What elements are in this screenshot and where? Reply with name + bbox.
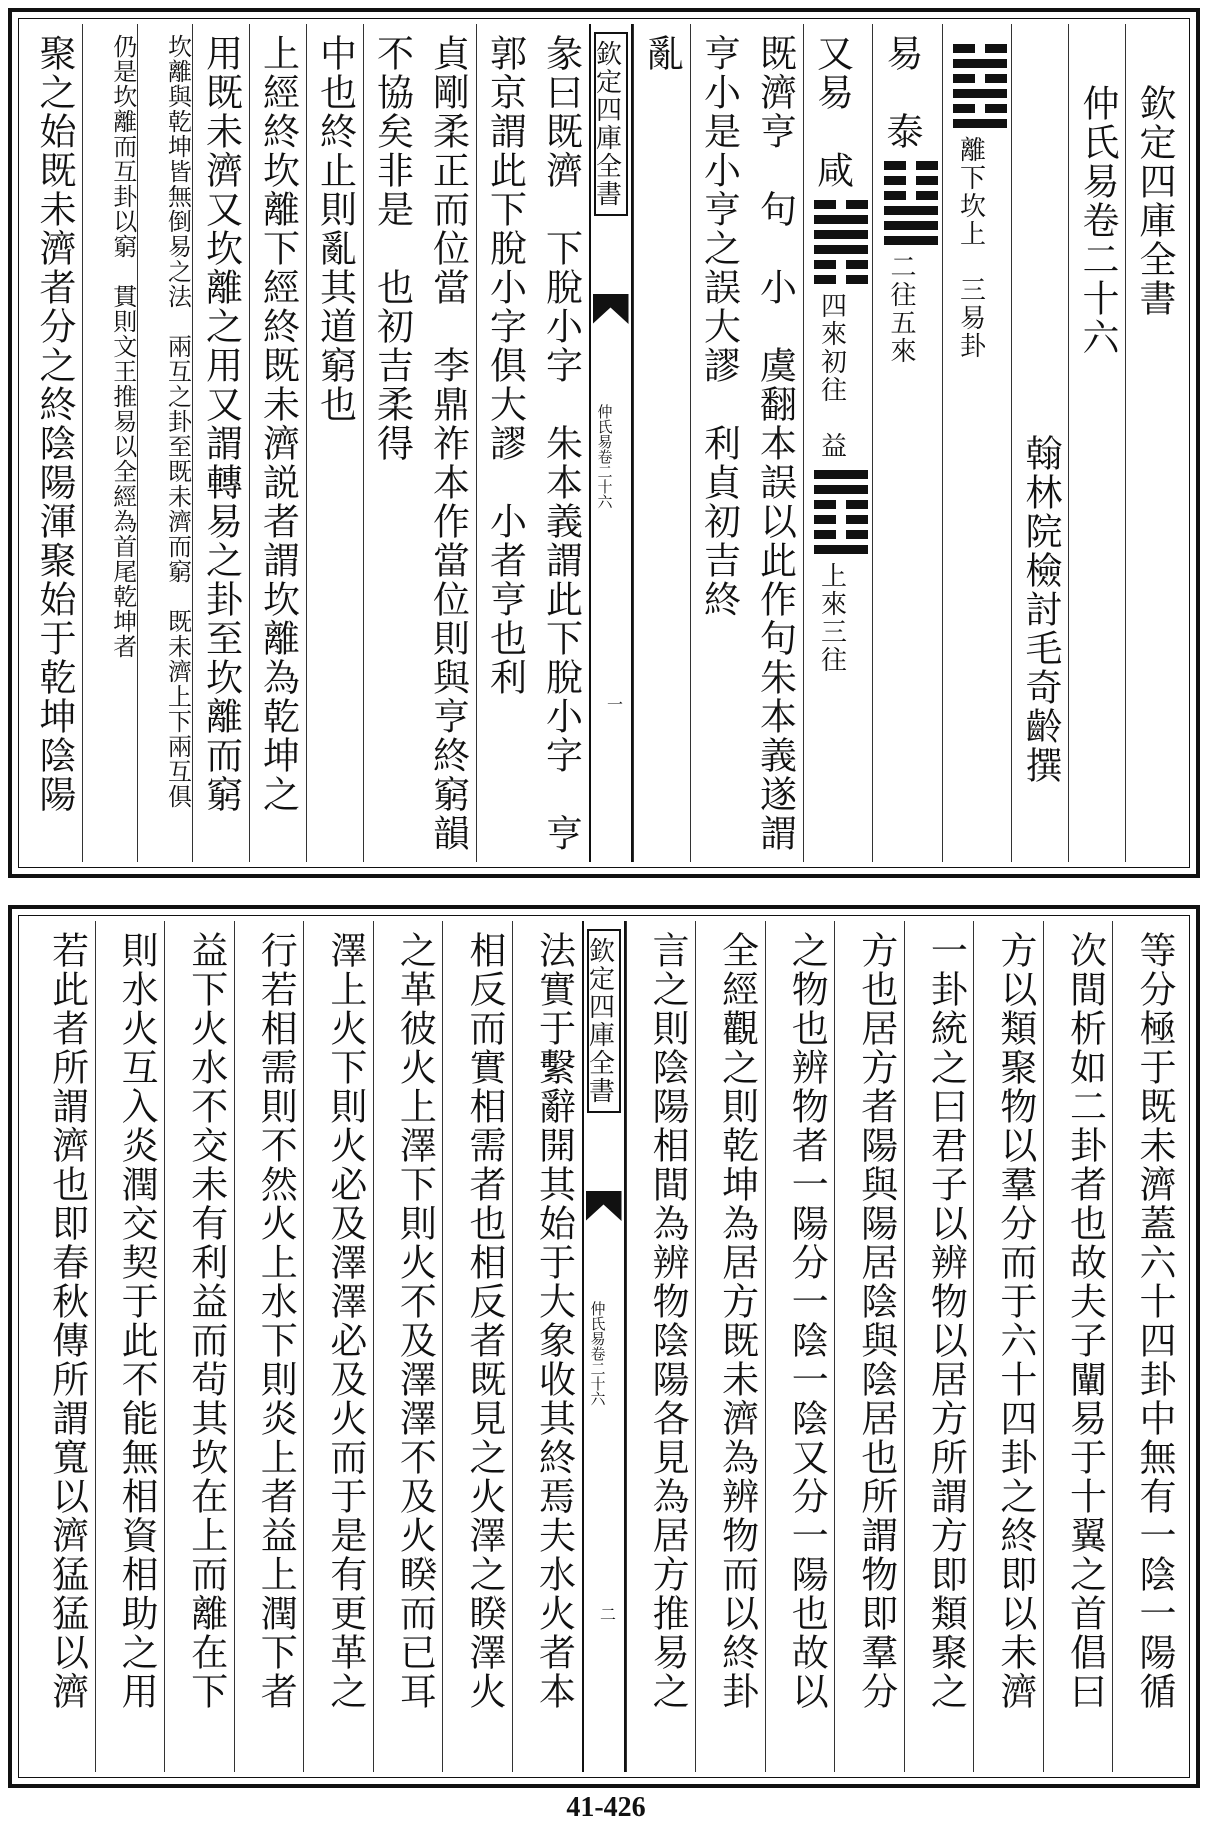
text-column: 若此者所謂濟也即春秋傳所謂寬以濟猛猛以濟	[45, 931, 89, 1711]
text-column: 之革彼火上澤下則火不及澤澤不及火睽而已耳	[373, 921, 443, 1772]
text-column: 翰林院檢討毛奇齡撰	[1011, 24, 1068, 862]
text-columns-top	[26, 24, 1182, 892]
gutter-page-number: 二	[597, 1606, 617, 1622]
text-columns-bottom	[26, 921, 1182, 1772]
text-column: 益下火水不交未有利益而茍其坎在上而離在下	[164, 921, 234, 1772]
gutter-volume: 仲氏易卷二十六	[588, 1301, 607, 1406]
column-text: 易 泰	[880, 34, 923, 151]
text-column: 等分極于既未濟蓋六十四卦中無有一陰一陽循	[1112, 921, 1182, 1772]
text-column: 中也終止則亂其道窮也	[306, 24, 363, 862]
gutter-volume: 仲氏易卷二十六	[595, 404, 614, 509]
text-column: 行若相需則不然火上水下則炎上者益上潤下者	[234, 921, 304, 1772]
center-gutter	[582, 921, 626, 1772]
hexagram-note: 離下坎上 三易卦	[955, 136, 986, 360]
text-column: 聚之始既未濟者分之終陰陽渾聚始于乾坤陰陽	[33, 34, 76, 814]
text-column	[872, 24, 942, 862]
center-gutter	[589, 24, 633, 862]
hexagram-note: 二往五來	[886, 253, 916, 365]
hexagram-icon	[810, 466, 872, 556]
text-column: 次間析如二卦者也故夫子闡易于十翼之首倡曰	[1043, 921, 1113, 1772]
text-column: 貞剛柔正而位當 李鼎祚本作當位則與亨終窮韻不協矣非是 也初吉柔得	[363, 24, 476, 862]
text-column: 之物也辨物者一陽分一陰一陰又分一陽也故以	[765, 921, 835, 1772]
fish-tail-mark	[593, 294, 629, 324]
text-column: 上經終坎離下經終既未濟説者謂坎離為乾坤之	[249, 24, 306, 862]
text-column: 坎離與乾坤皆無倒易之法 兩互之卦至既未濟而窮 既未濟上下兩互俱	[137, 24, 192, 862]
text-column: 方以類聚物以羣分而于六十四卦之終即以未濟	[973, 921, 1043, 1772]
text-column: 則水火互入炎潤交契于此不能無相資相助之用	[95, 921, 165, 1772]
text-column: 言之則陰陽相間為辨物陰陽各見為居方推易之	[626, 921, 696, 1772]
hexagram-icon	[880, 157, 942, 247]
text-column: 亂	[633, 24, 690, 862]
text-column: 一卦統之曰君子以辨物以居方所謂方即類聚之	[904, 921, 974, 1772]
text-column: 方也居方者陽與陽居陰與陰居也所謂物即羣分	[834, 921, 904, 1772]
hexagram-note: 上來三往	[816, 562, 847, 674]
page-panel-bottom	[8, 905, 1200, 1788]
text-column: 欽定四庫全書	[1125, 24, 1182, 862]
hexagram-note: 四來初往 益	[816, 292, 847, 460]
gutter-title: 欽定四庫全書	[594, 32, 628, 216]
text-column: 既濟亨 句 小 虞翻本誤以此作句朱本義遂謂亨小是小亨之誤大謬 利貞初吉終	[690, 24, 803, 862]
text-column: 澤上火下則火必及澤澤必及火而于是有更革之	[303, 921, 373, 1772]
text-column	[803, 24, 873, 862]
hexagram-icon	[810, 196, 872, 286]
gutter-page-number: 一	[604, 696, 624, 712]
fish-tail-mark	[586, 1191, 622, 1221]
text-column: 相反而實相需者也相反者既見之火澤之睽澤火	[442, 921, 512, 1772]
text-column: 彖曰既濟 下脫小字 朱本義謂此下脫小字 亨 郭京謂此下脫小字俱大謬 小者亨也利	[476, 24, 589, 862]
text-column: 仍是坎離而互卦以窮 貫則文王推易以全經為首尾乾坤者	[82, 24, 137, 862]
text-column: 法實于繫辭開其始于大象收其終焉夫水火者本	[512, 921, 582, 1772]
gutter-title: 欽定四庫全書	[587, 929, 621, 1113]
text-column: 用既未濟又坎離之用又謂轉易之卦至坎離而窮	[192, 24, 249, 862]
page-number: 41-426	[566, 1792, 646, 1823]
text-column: 仲氏易卷二十六	[1068, 24, 1125, 862]
text-column: 全經觀之則乾坤為居方既未濟為辨物而以終卦	[695, 921, 765, 1772]
text-column	[942, 24, 1012, 862]
page-panel-top	[8, 8, 1200, 892]
column-text: 又易 咸	[810, 34, 854, 190]
hexagram-icon	[949, 40, 1011, 130]
